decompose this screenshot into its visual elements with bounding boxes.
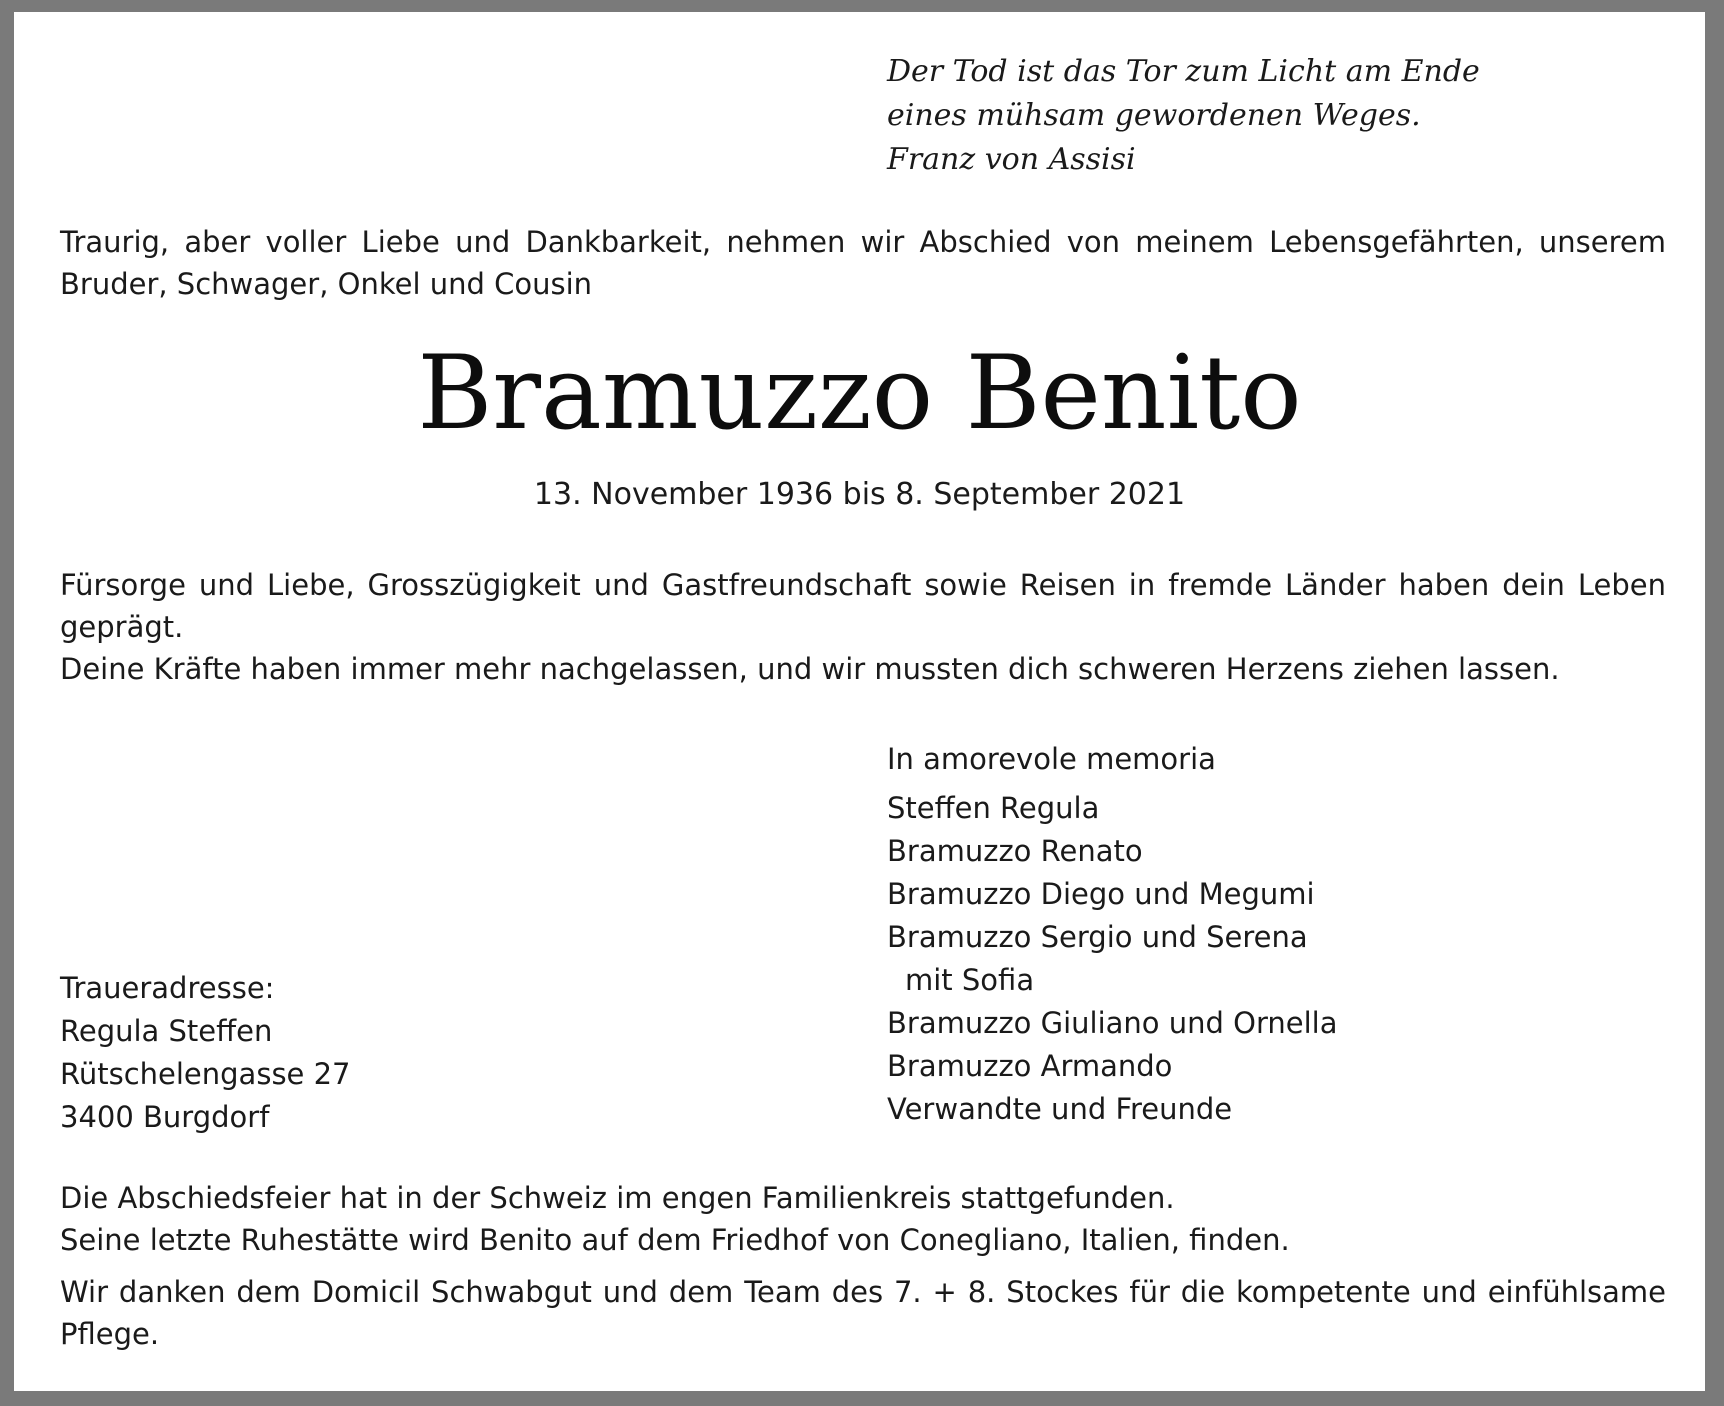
mourner-name: Bramuzzo Armando [887,1049,1173,1083]
intro-paragraph [60,221,1666,305]
address-name: Regula Steffen [60,1014,273,1048]
deceased-name: Bramuzzo Benito [417,334,1302,453]
motto-quote [887,50,1480,182]
tribute-line-2: Deine Kräfte haben immer mehr nachgelassen, und wir mussten dich schweren Herzens ziehen lassen. [60,652,1560,686]
motto-line-1: Der Tod ist das Tor zum Licht am Ende [887,54,1480,89]
closing-line-2: Seine letzte Ruhestätte wird Benito auf dem Friedhof von Conegliano, Italien, finden. [60,1223,1290,1257]
closing-paragraph [60,1177,1666,1355]
mourning-address [60,967,351,1139]
mourner-name: mit Sofia [905,963,1035,997]
life-dates: 13. November 1936 bis 8. September 2021 [533,477,1186,512]
tribute-paragraph [60,564,1666,690]
address-city: 3400 Burgdorf [60,1100,270,1134]
mourner-name: Steffen Regula [887,791,1100,825]
mourner-name: Bramuzzo Giuliano und Ornella [887,1006,1338,1040]
mourner-name: Verwandte und Freunde [887,1092,1233,1126]
mourner-name: Bramuzzo Renato [887,834,1143,868]
motto-line-2: eines mühsam gewordenen Weges. [887,98,1421,133]
mourner-name: Bramuzzo Diego und Megumi [887,877,1315,911]
mourners-heading: In amorevole memoria [887,742,1216,776]
closing-line-3: Wir danken dem Domicil Schwabgut und dem Team des 7. + 8. Stockes für die kompetente und einfühlsame Pflege. [60,1275,1666,1351]
mourner-name: Bramuzzo Sergio und Serena [887,920,1308,954]
obituary-page [14,12,1705,1391]
closing-line-1: Die Abschiedsfeier hat in der Schweiz im engen Familienkreis stattgefunden. [60,1181,1175,1215]
address-label: Traueradresse: [60,971,275,1005]
tribute-line-1: Fürsorge und Liebe, Grosszügigkeit und Gastfreundschaft sowie Reisen in fremde Länder haben dein Leben geprägt. [60,568,1666,644]
intro-text: Traurig, aber voller Liebe und Dankbarkeit, nehmen wir Abschied von meinem Lebensgefährten, unserem Bruder, Schwager, Onkel und Cousin [60,225,1666,301]
motto-author: Franz von Assisi [887,142,1136,177]
mourners-list [887,738,1338,1131]
address-street: Rütschelengasse 27 [60,1057,351,1091]
